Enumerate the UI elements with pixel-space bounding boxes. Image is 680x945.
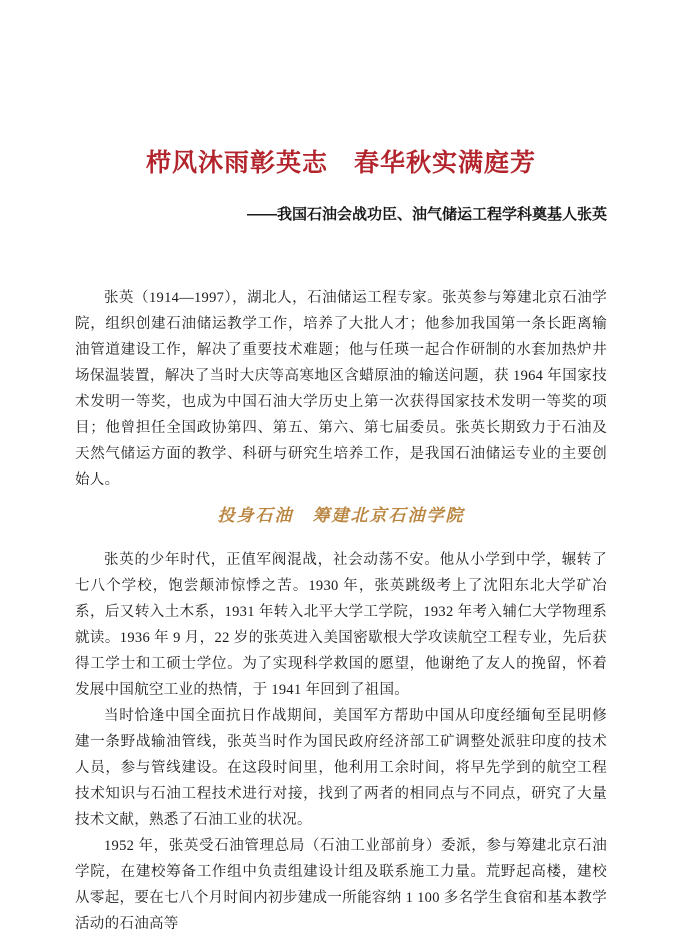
article-title: 栉风沐雨彰英志 春华秋实满庭芳 bbox=[145, 150, 536, 177]
body-paragraph: 当时恰逢中国全面抗日作战期间，美国军方帮助中国从印度经缅甸至昆明修建一条野战输油管线，张英当时作为国民政府经济部工矿调整处派驻印度的技术人员，参与管线建设。在这段时间里，他利用工余时间，将早先学到的航空工程技术知识与石油工程技术进行对接，找到了两者的相同点与不同点，研究了大量技术文献，熟悉了石油工业的状况。 bbox=[75, 707, 607, 828]
body-paragraph: 1952 年，张英受石油管理总局（石油工业部前身）委派，参与筹建北京石油学院，在建校筹备工作组中负责组建设计组及联系施工力量。荒野起高楼，建校从零起，要在七八个月时间内初步建成一所能容纳 1 100 多名学生食宿和基本教学活动的石油高等 bbox=[75, 837, 607, 932]
intro-paragraph: 张英（1914—1997），湖北人，石油储运工程专家。张英参与筹建北京石油学院，组织创建石油储运教学工作，培养了大批人才；他参加我国第一条长距离输油管道建设工作，解决了重要技术难题；他与任瑛一起合作研制的水套加热炉井场保温装置，解决了当时大庆等高寒地区含蜡原油的输送问题，获 1964 年国家技术发明一等奖，也成为中国石油大学历史上第一次获得国家技术发明一等奖的项目；他曾担任全国政协第四、第五、第六、第七届委员。张英长期致力于石油及天然气储运方面的教学、科研与研究生培养工作，是我国石油储运专业的主要创始人。 bbox=[75, 289, 607, 488]
body-paragraph: 张英的少年时代，正值军阀混战，社会动荡不安。他从小学到中学，辗转了七八个学校，饱尝颠沛惊悸之苦。1930 年，张英跳级考上了沈阳东北大学矿冶系，后又转入土木系，1931 年转入北平大学工学院，1932 年考入辅仁大学物理系就读。1936 年 9 月，22 岁的张英进入美国密歇根大学攻读航空工程专业，先后获得工学士和工硕士学位。为了实现科学救国的愿望，他谢绝了友人的挽留，怀着发展中国航空工业的热情，于 1941 年回到了祖国。 bbox=[75, 551, 607, 698]
section-paragraphs bbox=[75, 547, 607, 937]
article-body bbox=[75, 285, 607, 937]
section-heading: 投身石油 筹建北京石油学院 bbox=[217, 505, 465, 525]
article-subtitle: ——我国石油会战功臣、油气储运工程学科奠基人张英 bbox=[246, 205, 607, 223]
